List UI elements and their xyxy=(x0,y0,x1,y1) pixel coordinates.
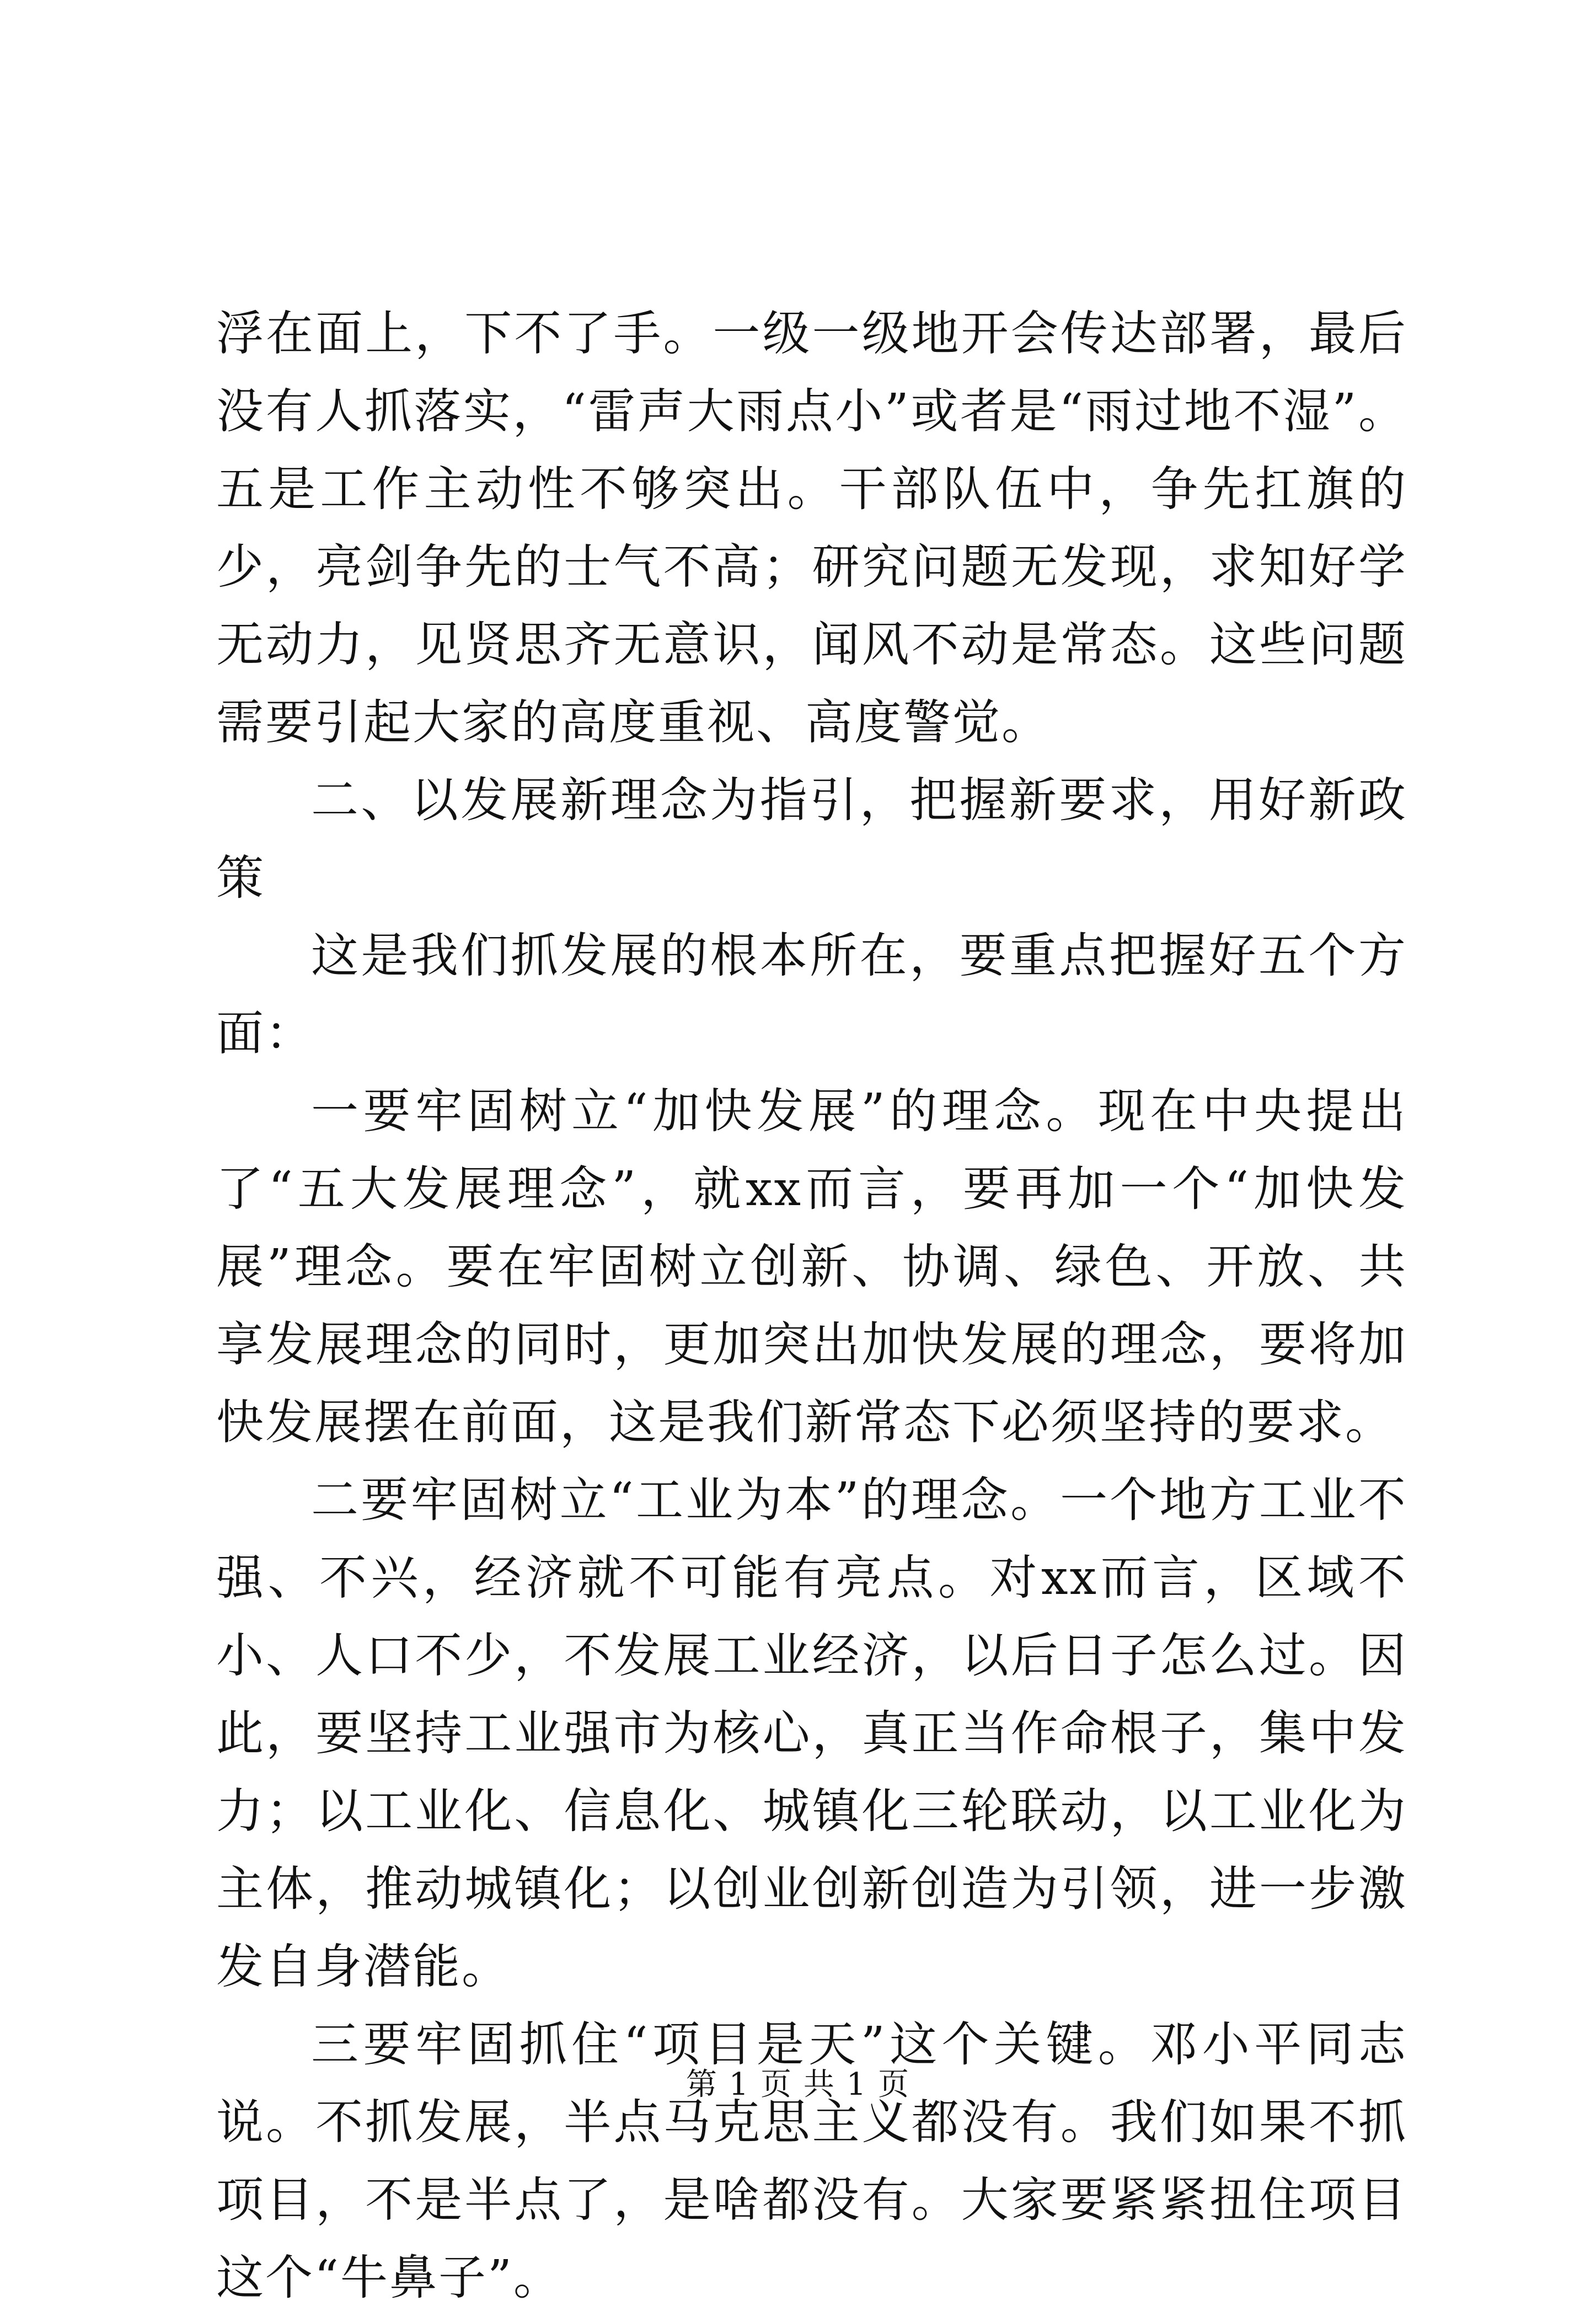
document-body xyxy=(216,295,1407,2317)
page-number-footer: 第 1 页 共 1 页 xyxy=(685,2067,911,2102)
section-heading: 二、以发展新理念为指引，把握新要求，用好新政策 xyxy=(216,773,1407,906)
paragraph-continuation: 浮在面上，下不了手。一级一级地开会传达部署，最后没有人抓落实，“雷声大雨点小”或者是“雨过地不湿”。五是工作主动性不够突出。干部队伍中，争先扛旗的少，亮剑争先的士气不高；研究问题无发现，求知好学无动力，见贤思齐无意识，闻风不动是常态。这些问题需要引起大家的高度重视、高度警觉。 xyxy=(216,306,1407,750)
paragraph-point-two: 二要牢固树立“工业为本”的理念。一个地方工业不强、不兴，经济就不可能有亮点。对xx而言，区域不小、人口不少，不发展工业经济，以后日子怎么过。因此，要坚持工业强市为核心，真正当作命根子，集中发力；以工业化、信息化、城镇化三轮联动，以工业化为主体，推动城镇化；以创业创新创造为引领，进一步激发自身潜能。 xyxy=(216,1473,1407,1994)
paragraph-point-three: 三要牢固抓住“项目是天”这个关键。邓小平同志说。不抓发展，半点马克思主义都没有。我们如果不抓项目，不是半点了，是啥都没有。大家要紧紧扭住项目这个“牛鼻子”。 xyxy=(216,2017,1407,2305)
paragraph-intro: 这是我们抓发展的根本所在，要重点把握好五个方面： xyxy=(216,928,1407,1061)
paragraph-point-one: 一要牢固树立“加快发展”的理念。现在中央提出了“五大发展理念”，就xx而言，要再加一个“加快发展”理念。要在牢固树立创新、协调、绿色、开放、共享发展理念的同时，更加突出加快发展的理念，要将加快发展摆在前面，这是我们新常态下必须坚持的要求。 xyxy=(216,1084,1407,1450)
